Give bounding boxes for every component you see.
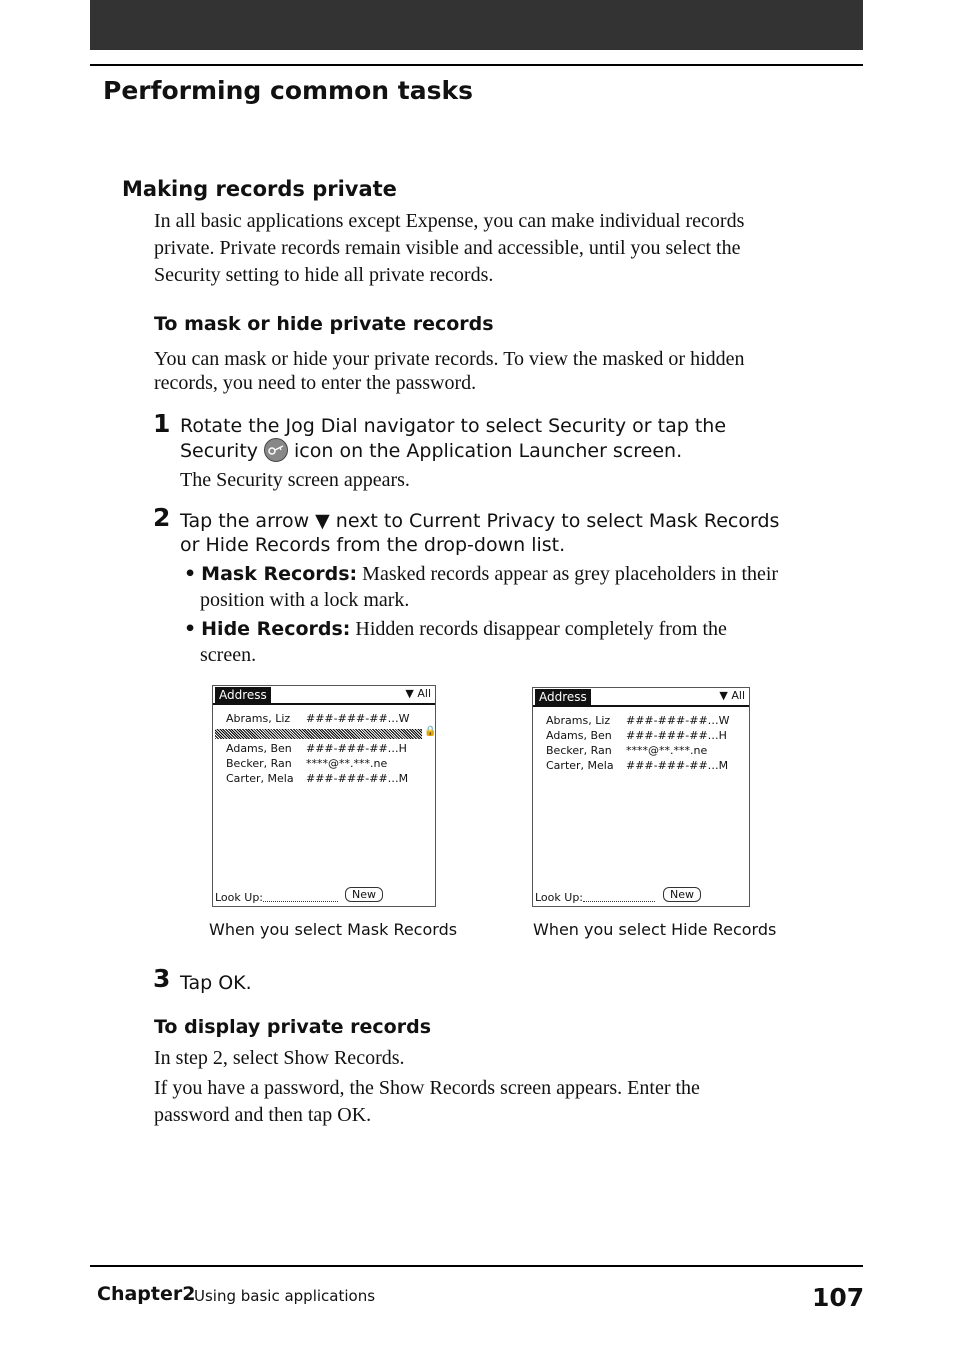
caption-mask-records: When you select Mask Records [209, 920, 458, 939]
header-rule [90, 64, 863, 66]
header-bar [90, 0, 863, 50]
heading-display-private: To display private records [154, 1016, 432, 1038]
screen-hide-records [532, 687, 750, 907]
bullet-label: Mask Records: [201, 563, 358, 585]
intro-line: private. Private records remain visible and accessible, until you select the [154, 237, 741, 259]
list-item[interactable]: Abrams, Liz ###-###-##…W [226, 712, 410, 725]
heading-making-records-private: Making records private [122, 177, 397, 201]
lookup-label: Look Up: [215, 891, 264, 904]
masked-record-placeholder[interactable] [215, 729, 422, 739]
list-item[interactable]: Adams, Ben ###-###-##…H [226, 742, 407, 755]
step-1-security-word: Security [180, 440, 259, 462]
bullet-text: screen. [200, 644, 257, 666]
mask-hide-paragraph [154, 347, 854, 395]
step-2-text [180, 509, 840, 557]
footer-subtitle: Using basic applications [194, 1287, 376, 1305]
category-dropdown[interactable]: ▼ All [719, 689, 745, 702]
address-tab[interactable]: Address [215, 687, 271, 703]
bullet-label: Hide Records: [201, 618, 351, 640]
category-dropdown[interactable]: ▼ All [405, 687, 431, 700]
list-item[interactable]: Abrams, Liz ###-###-##…W [546, 714, 730, 727]
step-1-line [180, 438, 840, 463]
intro-paragraph [154, 208, 854, 289]
bullet-text: Masked records appear as grey placeholders in their [357, 563, 779, 585]
footer-rule [90, 1265, 863, 1267]
list-item[interactable]: Adams, Ben ###-###-##…H [546, 729, 727, 742]
step-3-number: 3 [153, 964, 171, 993]
lookup-field[interactable] [583, 901, 655, 902]
display-line: In step 2, select Show Records. [154, 1047, 405, 1069]
bullet-mask-records: • Mask Records: Masked records appear as grey placeholders in their position with a lock mark. [184, 561, 854, 613]
page-number: 107 [812, 1283, 865, 1312]
screen-mask-records [212, 685, 436, 907]
section-title: Performing common tasks [103, 76, 473, 105]
heading-mask-hide: To mask or hide private records [154, 313, 494, 335]
step-2-number: 2 [153, 503, 171, 532]
title-rule [213, 703, 435, 705]
lookup-label: Look Up: [535, 891, 584, 904]
lookup-field[interactable] [263, 901, 338, 902]
step-1-number: 1 [153, 409, 171, 438]
title-rule [533, 705, 749, 707]
mask-hide-line: records, you need to enter the password. [154, 372, 477, 394]
intro-line: In all basic applications except Expense, you can make individual records [154, 210, 745, 232]
caption-hide-records: When you select Hide Records [533, 920, 777, 939]
step-1-result: The Security screen appears. [180, 469, 410, 491]
bullet-hide-records: • Hide Records: Hidden records disappear completely from the screen. [184, 616, 854, 668]
list-item[interactable]: Carter, Mela ###-###-##…M [226, 772, 409, 785]
list-item[interactable]: Becker, Ran ****@**.***.ne [546, 744, 708, 757]
step-1-line-end: icon on the Application Launcher screen. [294, 440, 683, 462]
display-line: If you have a password, the Show Records screen appears. Enter the [154, 1077, 700, 1099]
step-2-line: Tap the arrow ▼ next to Current Privacy to select Mask Records [180, 510, 780, 532]
address-tab[interactable]: Address [535, 689, 591, 705]
display-paragraph [154, 1075, 854, 1129]
new-button[interactable]: New [345, 887, 383, 902]
mask-hide-line: You can mask or hide your private records. To view the masked or hidden [154, 348, 745, 370]
display-line: password and then tap OK. [154, 1104, 372, 1126]
step-3-text: Tap OK. [180, 972, 252, 994]
footer-chapter: Chapter2 [97, 1283, 196, 1305]
list-item[interactable]: Becker, Ran ****@**.***.ne [226, 757, 388, 770]
step-1-text [180, 414, 840, 463]
lock-icon: 🔒 [424, 726, 437, 737]
security-key-icon [264, 438, 288, 462]
step-2-line: or Hide Records from the drop-down list. [180, 534, 566, 556]
bullet-text: position with a lock mark. [200, 589, 410, 611]
list-item[interactable]: Carter, Mela ###-###-##…M [546, 759, 729, 772]
new-button[interactable]: New [663, 887, 701, 902]
bullet-text: Hidden records disappear completely from the [350, 618, 727, 640]
intro-line: Security setting to hide all private records. [154, 264, 494, 286]
step-1-line: Rotate the Jog Dial navigator to select Security or tap the [180, 415, 727, 437]
